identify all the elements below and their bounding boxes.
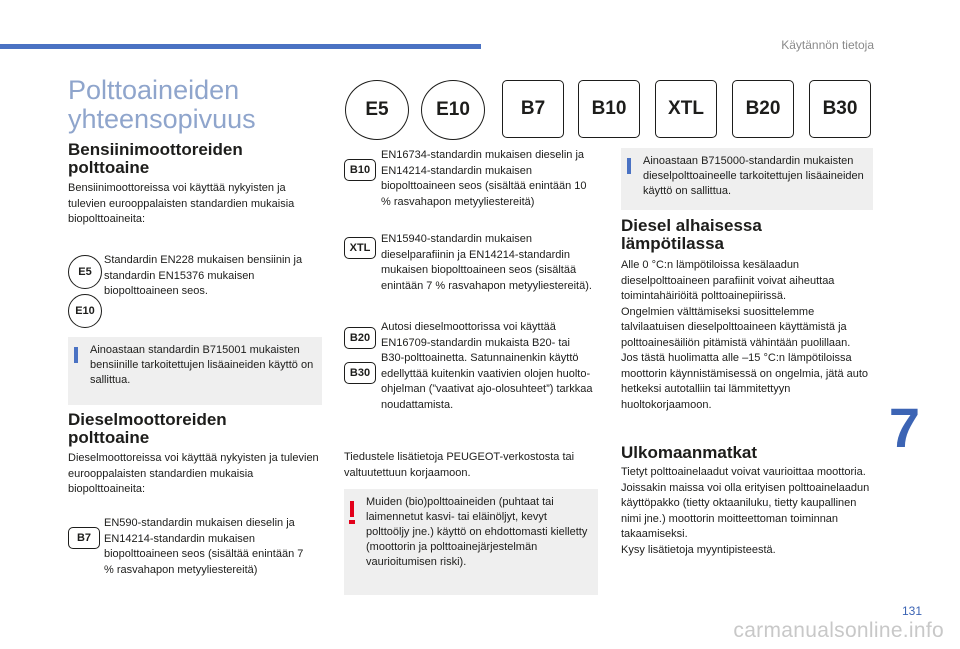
page-number: 131 <box>901 604 922 618</box>
info-icon <box>74 347 78 363</box>
xtl-text: EN15940-standardin mukaisen dieselparafiinin ja EN14214-standardin mukaisen biopolttoaineen seos (sisältää enintään 7 % rasvahapon metyyliestereitä). <box>381 233 592 292</box>
abroad-text: Tietyt polttoainelaadut voivat vaurioittaa moottoria. Joissakin maissa voi olla erityisen polttoainelaadun käyttöpakko (tietty oktaaniluku, tietty kaupallinen nimi jne.) moottorin moitteettoman toiminnan takaamiseksi. Kysy lisätietoja myyntipisteestä. <box>621 466 870 556</box>
fuel-badge-b10: B10 <box>578 80 640 138</box>
b7-text: EN590-standardin mukaisen dieselin ja EN14214-standardin mukaisen biopolttoaineen seos (sisältää enintään 7 % rasvahapon metyyliestereitä) <box>104 517 304 576</box>
abroad-heading: Ulkomaanmatkat <box>621 443 758 462</box>
cold-heading: Diesel alhaisessa lämpötilassa <box>621 216 762 253</box>
badge-b10: B10 <box>344 159 376 181</box>
contact-text: Tiedustele lisätietoja PEUGEOT-verkostosta tai valtuutettuun korjaamoon. <box>344 451 575 479</box>
badge-b7: B7 <box>68 527 100 549</box>
warning-icon-dot <box>349 520 355 524</box>
warning-note <box>344 489 598 595</box>
fuel-badge-e10: E10 <box>421 80 485 140</box>
badge-xtl: XTL <box>344 237 376 259</box>
badge-e10: E10 <box>68 294 102 328</box>
fuel-badge-b7: B7 <box>502 80 564 138</box>
diesel-intro: Dieselmoottoreissa voi käyttää nykyisten ja tulevien eurooppalaisten standardien mukaisia biopolttoaineita: <box>68 452 319 495</box>
warning-note-text: Muiden (bio)polttoaineiden (puhtaat tai laimennetut kasvi- tai eläinöljyt, kevyt polttoöljy jne.) käyttö on ehdottomasti kielletty (moottorin ja polttoainejärjestelmän vaurioitumisen riski). <box>366 496 588 568</box>
watermark: carmanualsonline.info <box>733 619 944 642</box>
header-accent-bar <box>0 44 481 49</box>
b20-b30-text: Autosi dieselmoottorissa voi käyttää EN16709-standardin mukaista B20- tai B30-polttoainetta. Satunnainenkin käyttö edellyttää kuitenkin vaativien olojen huolto-ohjelman (”vaativat ajo-olosuhteet”) tarkkaa noudattamista. <box>381 321 593 411</box>
cold-text: Alle 0 °C:n lämpötiloissa kesälaadun dieselpolttoaineen parafiinit voivat aiheuttaa toimintahäiriöitä polttoainepiirissä. Ongelmien välttämiseksi suosittelemme talvilaatuisen dieselpolttoaineen käyttämistä ja polttoainesäiliön pitämistä vähintään puolillaan. Jos tästä huolimatta alle –15 °C:n lämpötiloissa moottorin käynnistämisessä on ongelmia, jätä auto hetkeksi autotalliin tai lämmitettyyn huoltokorjaamoon. <box>621 259 869 411</box>
petrol-heading: Bensiinimoottoreiden polttoaine <box>68 140 243 177</box>
fuel-badge-b20: B20 <box>732 80 794 138</box>
badge-b30: B30 <box>344 362 376 384</box>
diesel-additive-note <box>621 148 873 210</box>
fuel-badge-e5: E5 <box>345 80 409 140</box>
diesel-heading: Dieselmoottoreiden polttoaine <box>68 410 227 447</box>
diesel-note-text: Ainoastaan B715000-standardin mukaisten dieselpolttoaineelle tarkoitettujen lisäaineiden käyttö on sallittua. <box>643 155 864 197</box>
petrol-additive-note <box>68 337 322 405</box>
fuel-badge-b30: B30 <box>809 80 871 138</box>
petrol-note-text: Ainoastaan standardin B715001 mukaisten bensiinille tarkoitettujen lisäaineiden käyttö on sallittua. <box>90 344 314 386</box>
fuel-badge-xtl: XTL <box>655 80 717 138</box>
b10-text: EN16734-standardin mukaisen dieselin ja EN14214-standardin mukaisen biopolttoaineen seos (sisältää enintään 10 % rasvahapon metyyliestereitä) <box>381 149 587 208</box>
chapter-number: 7 <box>888 396 920 459</box>
badge-b20: B20 <box>344 327 376 349</box>
petrol-text: Standardin EN228 mukaisen bensiinin ja standardin EN15376 mukaisen biopolttoaineen seos. <box>104 254 303 297</box>
petrol-intro: Bensiinimoottoreissa voi käyttää nykyisten ja tulevien eurooppalaisten standardien mukaisia biopolttoaineita: <box>68 182 295 225</box>
page-title: Polttoaineiden yhteensopivuus <box>68 75 256 134</box>
section-label: Käytännön tietoja <box>781 38 874 52</box>
info-icon <box>627 158 631 174</box>
warning-icon <box>350 501 354 517</box>
badge-e5: E5 <box>68 255 102 289</box>
